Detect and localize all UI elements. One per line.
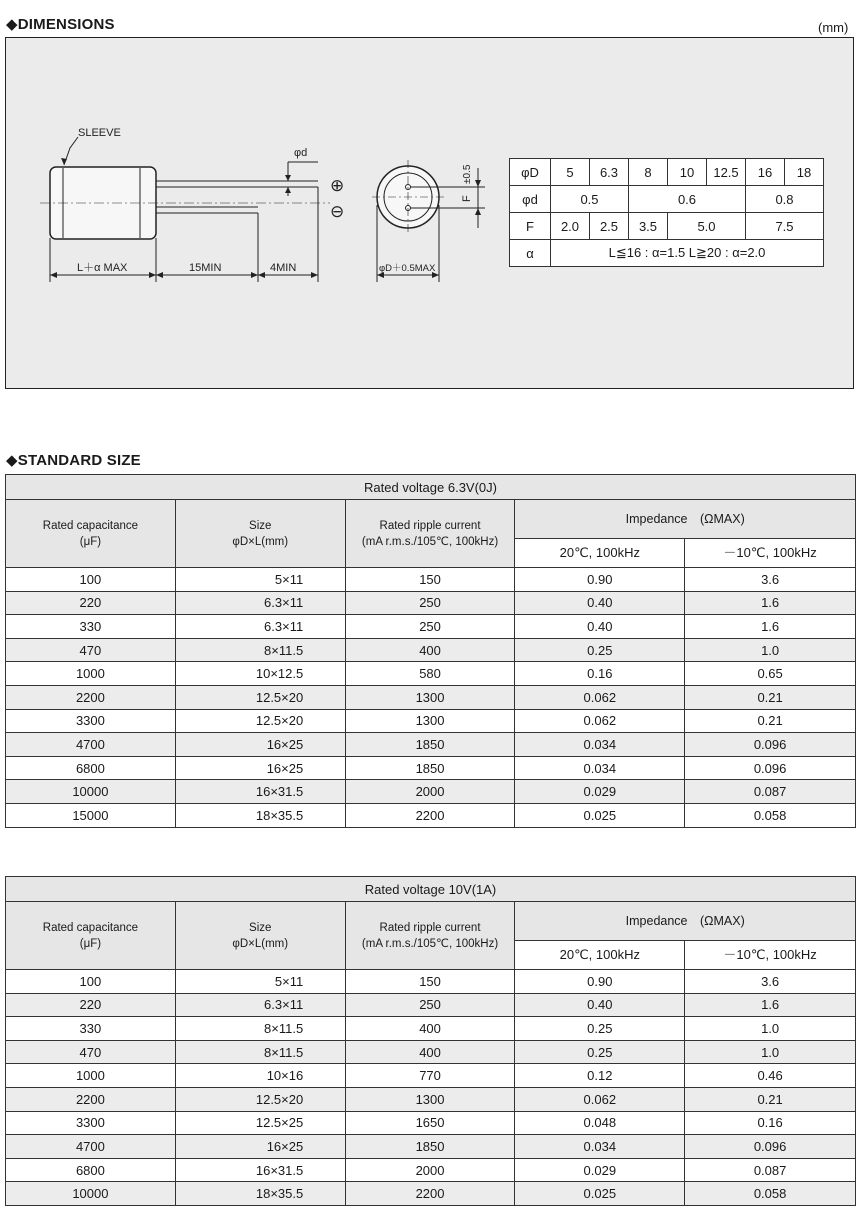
size-value: 6.3×11 [264, 618, 304, 634]
table-row [6, 1064, 856, 1088]
cell: 8 [629, 159, 668, 186]
plus-icon: ⊕ [330, 176, 345, 195]
cell-capacitance: 100 [6, 568, 176, 592]
cell-imp-20c: 0.16 [515, 662, 685, 686]
table-row [6, 1040, 856, 1064]
table-row [6, 1158, 856, 1182]
size-value: 5×11 [274, 973, 304, 989]
cell: 10 [668, 159, 707, 186]
cell-imp-20c: 0.048 [515, 1111, 685, 1135]
label-F: F [510, 213, 551, 240]
cell-size [175, 1017, 345, 1041]
cell-ripple: 250 [345, 615, 515, 639]
cell-ripple: 1300 [345, 709, 515, 733]
cell-ripple: 400 [345, 1017, 515, 1041]
size-value: 8×11.5 [264, 1044, 304, 1060]
f-label: F [461, 195, 473, 202]
size-value: 18×35.5 [255, 1186, 304, 1202]
col-imp-minus10c: －10℃, 100kHz [685, 941, 856, 970]
cell-imp-20c: 0.062 [515, 685, 685, 709]
cell-imp-minus10c: 0.21 [685, 1087, 856, 1111]
size-value: 16×31.5 [255, 1162, 304, 1178]
cell-capacitance: 15000 [6, 803, 176, 827]
cell-capacitance: 4700 [6, 1135, 176, 1159]
size-value: 8×11.5 [264, 1020, 304, 1036]
cell-imp-minus10c: 1.6 [685, 615, 856, 639]
table-body-6v3 [6, 568, 856, 828]
table-row [6, 568, 856, 592]
cell-imp-20c: 0.025 [515, 1182, 685, 1206]
cell-size [175, 1135, 345, 1159]
cell-ripple: 2000 [345, 780, 515, 804]
size-value: 6.3×11 [264, 595, 304, 611]
l-alpha-label: L＋α MAX [77, 262, 128, 274]
cell: 0.8 [746, 186, 824, 213]
cell-ripple: 1650 [345, 1111, 515, 1135]
table-body-10v [6, 970, 856, 1206]
diameter-label: φD＋0.5MAX [379, 263, 436, 274]
cell-size [175, 780, 345, 804]
table-row [6, 1135, 856, 1159]
cell-imp-minus10c: 0.65 [685, 662, 856, 686]
cell: 3.5 [629, 213, 668, 240]
cell-size [175, 1064, 345, 1088]
col-size: Size φD×L(mm) [175, 500, 345, 568]
col-capacitance: Rated capacitance (μF) [6, 500, 176, 568]
cell-imp-20c: 0.25 [515, 1017, 685, 1041]
table-row [6, 970, 856, 994]
cell-ripple: 2000 [345, 1158, 515, 1182]
cell-imp-minus10c: 1.0 [685, 1040, 856, 1064]
cell-imp-20c: 0.034 [515, 733, 685, 757]
cell-imp-minus10c: 1.0 [685, 1017, 856, 1041]
cell-imp-minus10c: 0.096 [685, 1135, 856, 1159]
cell-imp-minus10c: 0.16 [685, 1111, 856, 1135]
table-row [6, 803, 856, 827]
cell-capacitance: 1000 [6, 1064, 176, 1088]
cell-capacitance: 470 [6, 1040, 176, 1064]
standard-table-10v [5, 876, 856, 1206]
cell: 0.5 [551, 186, 629, 213]
table-row [6, 1111, 856, 1135]
col-size: Size φD×L(mm) [175, 902, 345, 970]
cell-imp-minus10c: 0.096 [685, 756, 856, 780]
cell-imp-20c: 0.025 [515, 803, 685, 827]
table-title: Rated voltage 10V(1A) [6, 877, 856, 902]
col-imp-20c: 20℃, 100kHz [515, 941, 685, 970]
cell-imp-minus10c: 0.087 [685, 1158, 856, 1182]
cell-size [175, 568, 345, 592]
cell-size [175, 1111, 345, 1135]
unit-label: (mm) [818, 20, 849, 35]
size-value: 12.5×20 [255, 713, 304, 729]
size-value: 10×16 [266, 1068, 304, 1084]
table-row [6, 709, 856, 733]
cell-imp-20c: 0.062 [515, 709, 685, 733]
min4-label: 4MIN [270, 262, 297, 274]
cell-imp-minus10c: 0.46 [685, 1064, 856, 1088]
cell-size [175, 803, 345, 827]
cell: 16 [746, 159, 785, 186]
cell-imp-minus10c: 0.058 [685, 803, 856, 827]
cell-ripple: 1300 [345, 685, 515, 709]
label-phi-d: φd [510, 186, 551, 213]
cell-capacitance: 330 [6, 1017, 176, 1041]
cell-imp-20c: 0.25 [515, 638, 685, 662]
cell-imp-20c: 0.029 [515, 780, 685, 804]
col-capacitance: Rated capacitance (μF) [6, 902, 176, 970]
cell-imp-minus10c: 0.096 [685, 733, 856, 757]
cell-capacitance: 6800 [6, 756, 176, 780]
cell-size [175, 1158, 345, 1182]
col-impedance: Impedance (ΩMAX) [515, 902, 856, 941]
f-tolerance-label: ±0.5 [462, 164, 473, 184]
cell-capacitance: 3300 [6, 709, 176, 733]
cell-imp-20c: 0.034 [515, 756, 685, 780]
cell-size [175, 993, 345, 1017]
col-ripple: Rated ripple current (mA r.m.s./105℃, 100kHz) [345, 500, 515, 568]
table-row [6, 591, 856, 615]
cell: 12.5 [707, 159, 746, 186]
size-value: 18×35.5 [255, 807, 304, 823]
cell-ripple: 2200 [345, 1182, 515, 1206]
cell-capacitance: 4700 [6, 733, 176, 757]
cell: 2.0 [551, 213, 590, 240]
row-alpha [510, 240, 824, 267]
cell-capacitance: 220 [6, 591, 176, 615]
table-row [6, 756, 856, 780]
cell-size [175, 1087, 345, 1111]
minus-icon: ⊖ [330, 202, 345, 221]
size-value: 16×31.5 [255, 784, 304, 800]
cell-capacitance: 10000 [6, 780, 176, 804]
size-value: 12.5×25 [255, 1115, 304, 1131]
table-title: Rated voltage 6.3V(0J) [6, 475, 856, 500]
cell-capacitance: 330 [6, 615, 176, 639]
cell: L≦16 : α=1.5 L≧20 : α=2.0 [551, 240, 824, 267]
cell-ripple: 1850 [345, 756, 515, 780]
cell-ripple: 770 [345, 1064, 515, 1088]
table-row [6, 685, 856, 709]
size-value: 16×25 [266, 760, 304, 776]
cell-capacitance: 3300 [6, 1111, 176, 1135]
cell-imp-20c: 0.90 [515, 970, 685, 994]
cell-size [175, 709, 345, 733]
cell: 5 [551, 159, 590, 186]
cell-ripple: 150 [345, 568, 515, 592]
cell: 7.5 [746, 213, 824, 240]
cell-imp-minus10c: 1.6 [685, 591, 856, 615]
cell-imp-minus10c: 0.21 [685, 709, 856, 733]
cell-ripple: 150 [345, 970, 515, 994]
cell-imp-20c: 0.40 [515, 993, 685, 1017]
cell-capacitance: 100 [6, 970, 176, 994]
cell: 0.6 [629, 186, 746, 213]
table-row [6, 1182, 856, 1206]
col-impedance: Impedance (ΩMAX) [515, 500, 856, 539]
cell-capacitance: 1000 [6, 662, 176, 686]
cell-ripple: 1300 [345, 1087, 515, 1111]
cell-ripple: 250 [345, 591, 515, 615]
size-value: 12.5×20 [255, 689, 304, 705]
cell-imp-minus10c: 3.6 [685, 970, 856, 994]
table-row [6, 615, 856, 639]
cell-ripple: 400 [345, 638, 515, 662]
cell-ripple: 400 [345, 1040, 515, 1064]
cell-imp-minus10c: 1.6 [685, 993, 856, 1017]
table-row [6, 1017, 856, 1041]
size-value: 10×12.5 [255, 666, 304, 682]
cell-ripple: 2200 [345, 803, 515, 827]
size-value: 5×11 [274, 571, 304, 587]
size-value: 8×11.5 [264, 642, 304, 658]
standard-table-6v3 [5, 474, 856, 828]
row-phi-D [510, 159, 824, 186]
table-row [6, 1087, 856, 1111]
cell-capacitance: 220 [6, 993, 176, 1017]
size-value: 16×25 [266, 1138, 304, 1154]
table-row [6, 993, 856, 1017]
cell-size [175, 662, 345, 686]
cell-imp-20c: 0.25 [515, 1040, 685, 1064]
cell: 6.3 [590, 159, 629, 186]
dimension-table [509, 158, 824, 267]
size-value: 16×25 [266, 736, 304, 752]
cell-imp-minus10c: 1.0 [685, 638, 856, 662]
cell-size [175, 615, 345, 639]
cell-size [175, 756, 345, 780]
cell-imp-minus10c: 0.058 [685, 1182, 856, 1206]
cell-size [175, 970, 345, 994]
cell-size [175, 591, 345, 615]
cell-imp-minus10c: 0.087 [685, 780, 856, 804]
cell-imp-20c: 0.034 [515, 1135, 685, 1159]
min15-label: 15MIN [189, 262, 222, 274]
phi-d-label: φd [294, 147, 308, 159]
cell-size [175, 685, 345, 709]
size-value: 6.3×11 [264, 997, 304, 1013]
cell-capacitance: 2200 [6, 685, 176, 709]
cell-imp-20c: 0.40 [515, 615, 685, 639]
cell-capacitance: 470 [6, 638, 176, 662]
row-phi-d [510, 186, 824, 213]
cell-size [175, 638, 345, 662]
cell-capacitance: 2200 [6, 1087, 176, 1111]
row-F [510, 213, 824, 240]
cell-size [175, 733, 345, 757]
dimensions-heading: ◆DIMENSIONS [6, 16, 115, 33]
label-phi-D: φD [510, 159, 551, 186]
cell-capacitance: 6800 [6, 1158, 176, 1182]
cell-imp-20c: 0.062 [515, 1087, 685, 1111]
cell-imp-20c: 0.40 [515, 591, 685, 615]
table-row [6, 662, 856, 686]
size-value: 12.5×20 [255, 1091, 304, 1107]
cell-ripple: 580 [345, 662, 515, 686]
table-row [6, 780, 856, 804]
sleeve-label: SLEEVE [78, 127, 121, 139]
cell-ripple: 250 [345, 993, 515, 1017]
col-imp-minus10c: －10℃, 100kHz [685, 539, 856, 568]
cell-size [175, 1182, 345, 1206]
col-ripple: Rated ripple current (mA r.m.s./105℃, 100kHz) [345, 902, 515, 970]
label-alpha: α [510, 240, 551, 267]
cell-imp-20c: 0.90 [515, 568, 685, 592]
cell-ripple: 1850 [345, 733, 515, 757]
cell-ripple: 1850 [345, 1135, 515, 1159]
standard-size-heading: ◆STANDARD SIZE [6, 452, 141, 469]
cell-imp-minus10c: 3.6 [685, 568, 856, 592]
table-row [6, 638, 856, 662]
cell-imp-minus10c: 0.21 [685, 685, 856, 709]
col-imp-20c: 20℃, 100kHz [515, 539, 685, 568]
table-row [6, 733, 856, 757]
cell: 5.0 [668, 213, 746, 240]
cell-imp-20c: 0.12 [515, 1064, 685, 1088]
cell-capacitance: 10000 [6, 1182, 176, 1206]
cell: 2.5 [590, 213, 629, 240]
cell-imp-20c: 0.029 [515, 1158, 685, 1182]
cell-size [175, 1040, 345, 1064]
cell: 18 [785, 159, 824, 186]
